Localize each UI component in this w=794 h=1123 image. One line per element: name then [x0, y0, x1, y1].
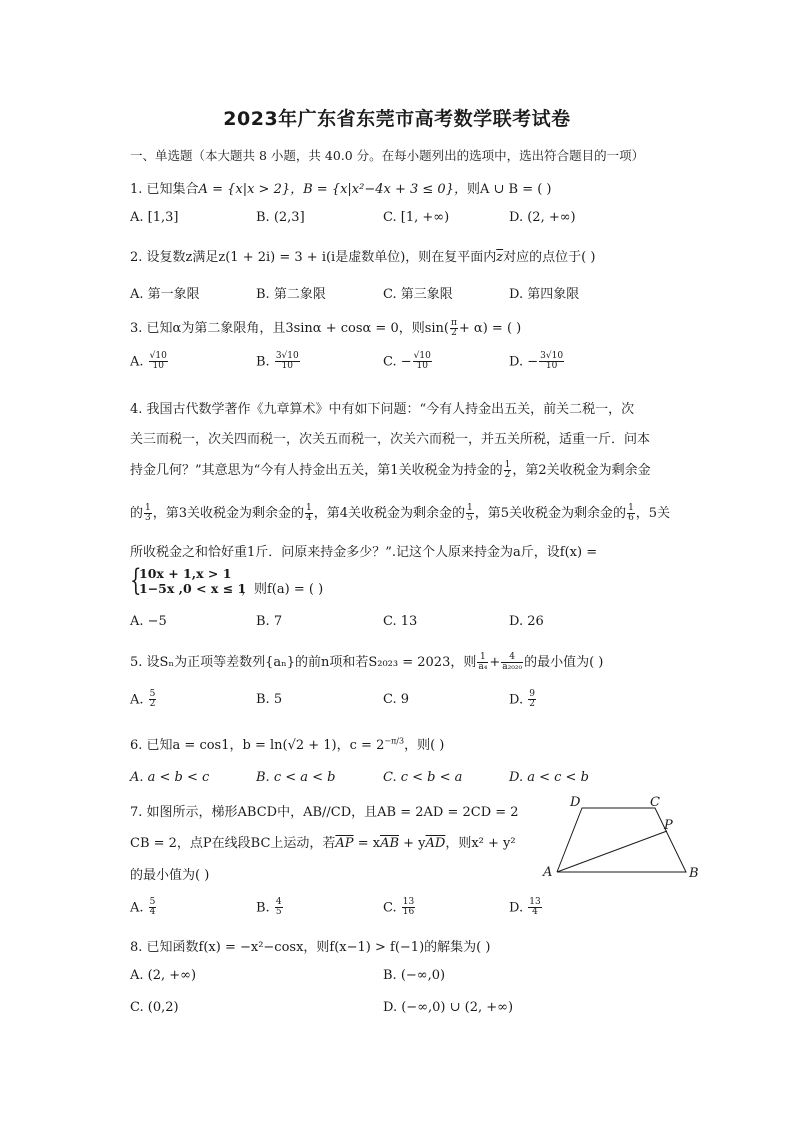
question-4-line-2: 关三而税一，次关四而税一，次关五而税一，次关六而税一，并五关所税，适重一斤．问本	[130, 432, 651, 447]
q8-option-c: C. (0,2)	[130, 1000, 179, 1015]
q7-option-d: D. $\frac{13}{4}$	[509, 897, 541, 918]
q3-option-b: B. $\frac{3√10}{10}$	[256, 351, 299, 372]
q5-option-a: A. $\frac{5}{2}$	[130, 689, 156, 710]
q7-option-a: A. $\frac{5}{4}$	[130, 897, 156, 918]
segment-ap	[557, 831, 667, 872]
question-7-line-1: 7. 如图所示，梯形ABCD中，AB//CD，且AB = 2AD = 2CD = 2	[130, 805, 519, 820]
question-2-stem: 2. 设复数z满足z(1 + 2i) = 3 + i(i是虚数单位)，则在复平面内$\overline{z}$对应的点位于( )	[130, 250, 596, 265]
q2-option-a: A. 第一象限	[130, 287, 200, 302]
question-7-line-3: 的最小值为( )	[130, 868, 210, 883]
q3-option-d: D. − $\frac{3√10}{10}$	[509, 351, 564, 372]
q4-option-a: A. −5	[130, 614, 167, 629]
q3-option-a: A. $\frac{√10}{10}$	[130, 351, 167, 372]
question-7-line-2: CB = 2，点P在线段BC上运动，若$\overline{AP} = x\overline{AB} + y\overline{AD}$，则x² + y²	[130, 836, 516, 851]
section-heading: 一、单选题（本大题共 8 小题，共 40.0 分。在每小题列出的选项中，选出符合题目的一项）	[130, 148, 645, 163]
q3-option-c: C. − $\frac{√10}{10}$	[383, 351, 431, 372]
q6-option-d: D. a < c < b	[509, 770, 589, 785]
q6-option-c: C. c < b < a	[383, 770, 463, 785]
question-1-stem: 1. 已知集合A = {x|x > 2}，B = {x|x²−4x + 3 ≤ 0}，则A ∪ B = ( )	[130, 182, 552, 197]
q8-option-a: A. (2, +∞)	[130, 968, 197, 983]
question-4-tail: ，则f(a) = ( )	[241, 582, 324, 597]
q1-option-b: B. (2,3]	[256, 210, 305, 225]
q2-option-c: C. 第三象限	[383, 287, 453, 302]
q1-option-a: A. [1,3]	[130, 210, 179, 225]
q6-option-b: B. c < a < b	[256, 770, 336, 785]
q7-option-b: B. $\frac{4}{5}$	[256, 897, 282, 918]
question-3-stem: 3. 已知α为第二象限角，且3sinα + cosα = 0，则sin( $\frac{\pi}{2}$ + α) = ( )	[130, 317, 522, 338]
q5-option-d: D. $\frac{9}{2}$	[509, 689, 535, 710]
q4-option-b: B. 7	[256, 614, 283, 629]
q8-option-d: D. (−∞,0) ∪ (2, +∞)	[383, 1000, 514, 1015]
q2-option-b: B. 第二象限	[256, 287, 326, 302]
question-6-stem: 6. 已知a = cos1，b = ln(√2 + 1)，$c = 2^{-\pi/3}$，则( )	[130, 736, 445, 753]
q4-option-d: D. 26	[509, 614, 544, 629]
piecewise-case-1: 10x + 1,x > 1	[139, 566, 232, 581]
q1-option-c: C. [1, +∞)	[383, 210, 450, 225]
q5-option-b: B. 5	[256, 692, 283, 707]
question-4-line-5: 所收税金之和恰好重1斤．问原来持金多少？”.记这个人原来持金为a斤，设f(x) =	[130, 545, 598, 560]
trapezoid-figure	[540, 796, 700, 886]
question-8-stem: 8. 已知函数f(x) = −x²−cosx，则f(x−1) > f(−1)的解集为( )	[130, 940, 491, 955]
piecewise-brace: {	[130, 563, 142, 598]
label-b: B	[689, 866, 699, 881]
q8-option-b: B. (−∞,0)	[383, 968, 446, 983]
label-d: D	[570, 796, 581, 810]
question-5-stem: 5. 设Sₙ为正项等差数列{aₙ}的前n项和若S₂₀₂₃ = 2023，则 $\frac{1}{\text{a₄}}$ + $\frac{4}{\text{a₂₀₂₀}}$ 的最小值为( )	[130, 651, 604, 672]
piecewise-case-2: 1−5x ,0 < x ≤ 1	[139, 581, 247, 596]
page-title: 2023年广东省东莞市高考数学联考试卷	[223, 108, 571, 130]
question-4-line-1: 4. 我国古代数学著作《九章算术》中有如下问题：“今有人持金出五关，前关二税一，次	[130, 402, 635, 417]
label-a: A	[543, 865, 553, 880]
q5-option-c: C. 9	[383, 692, 410, 707]
label-p: P	[664, 818, 673, 833]
q7-option-c: C. $\frac{13}{16}$	[383, 897, 415, 918]
pi-over-2-fraction: $\frac{\pi}{2}$	[450, 317, 457, 338]
label-c: C	[650, 796, 660, 810]
q4-option-c: C. 13	[383, 614, 418, 629]
q1-option-d: D. (2, +∞)	[509, 210, 576, 225]
question-4-line-4: 的 $\frac{1}{3}$ ，第3关收税金为剩余金的 $\frac{1}{4}$ ，第4关收税金为剩余金的 $\frac{1}{5}$ ，第5关收税金为剩余金的 $\frac{1}{6}$ ，5关	[130, 502, 671, 523]
q2-option-d: D. 第四象限	[509, 287, 580, 302]
question-4-line-3: 持金几何？”其意思为“今有人持金出五关，第1关收税金为持金的 $\frac{1}{2}$ ，第2关收税金为剩余金	[130, 459, 651, 480]
q6-option-a: A. a < b < c	[130, 770, 210, 785]
